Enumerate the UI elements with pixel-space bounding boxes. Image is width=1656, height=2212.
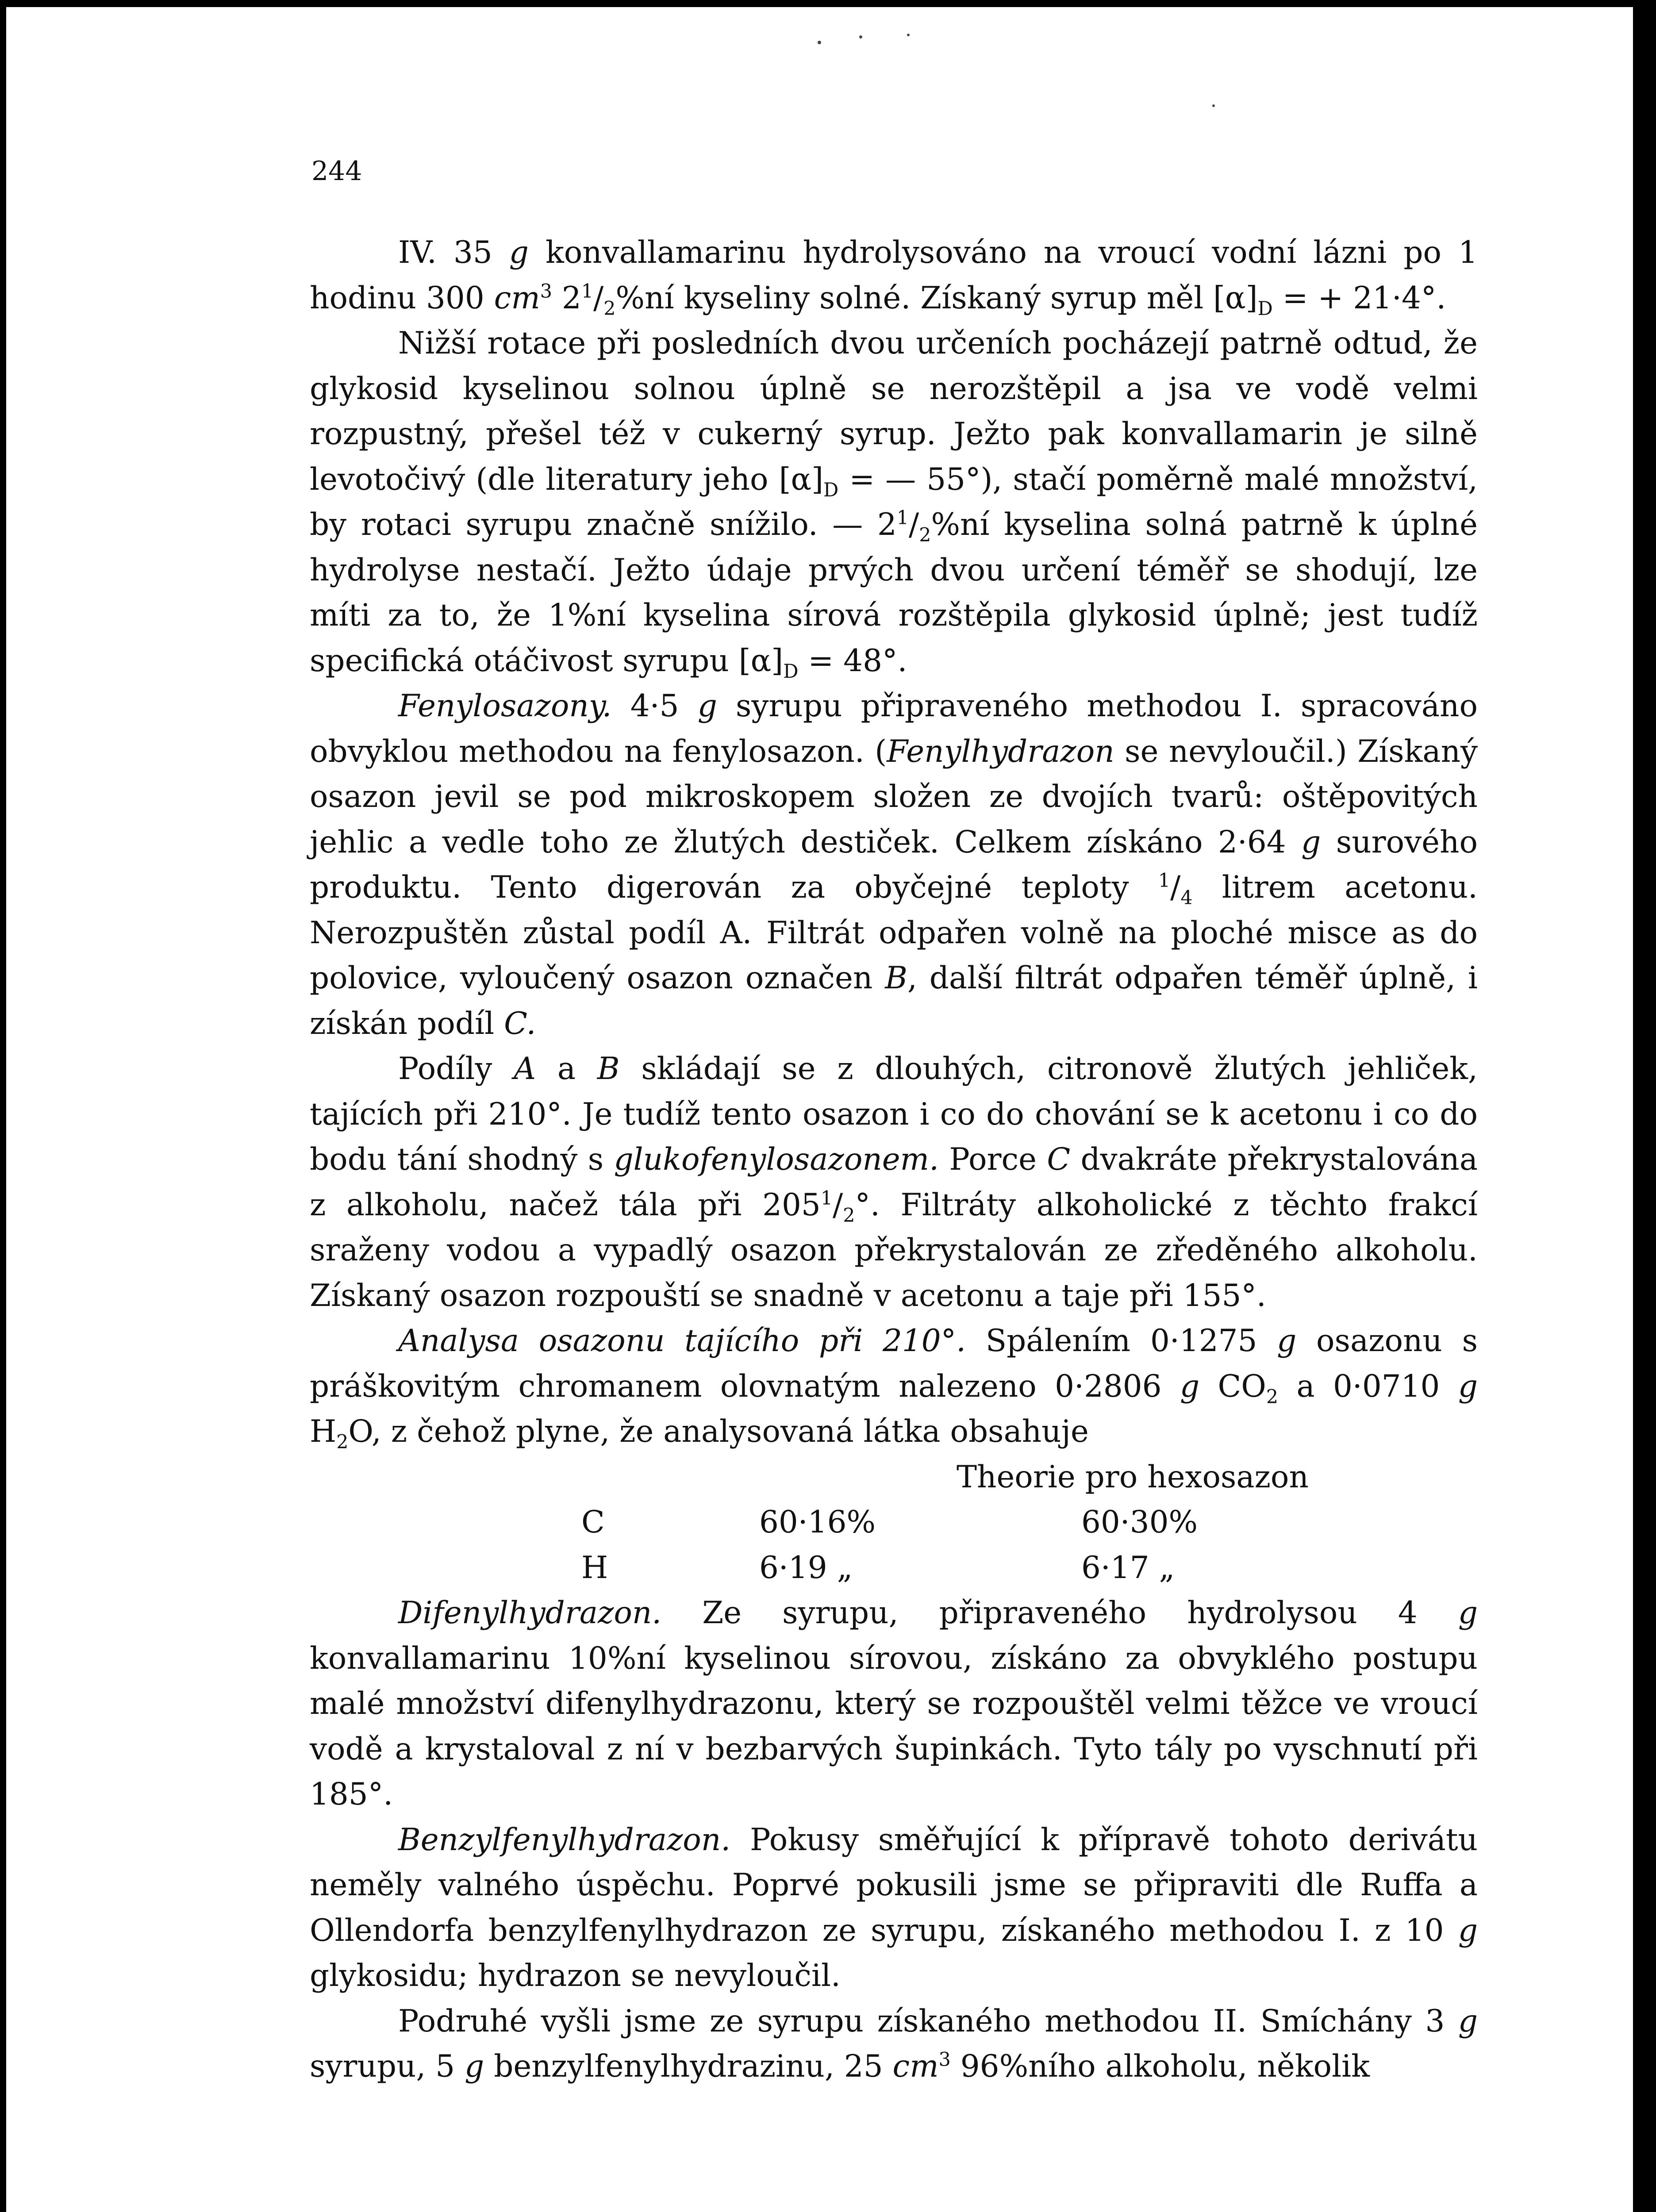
- element-cell: C: [581, 1505, 605, 1540]
- theory-cell: 60·30%: [1081, 1505, 1198, 1540]
- text-run: g: [509, 235, 529, 270]
- scan-speck: [859, 35, 862, 38]
- page-number: 244: [311, 156, 362, 187]
- paragraph: [310, 684, 1478, 1046]
- paragraphs-after-table: [310, 1590, 1478, 2089]
- text-run: Analysa osazonu tajícího při 210°.: [398, 1323, 966, 1359]
- body-text: [310, 230, 1478, 2089]
- text-run: cm: [892, 2049, 939, 2084]
- text-run: , další filtrát odpařen téměř úplně, i získán podíl: [310, 960, 1478, 1041]
- text-run: g: [1458, 1368, 1478, 1404]
- text-run: glykosidu; hydrazon se nevyloučil.: [310, 1958, 841, 1993]
- text-run: g: [1277, 1323, 1297, 1359]
- paragraph: [310, 1318, 1478, 1455]
- text-run: dvakráte překrystalována z alkoholu, načež tála při 205: [310, 1142, 1478, 1223]
- text-run: 3: [938, 2049, 951, 2071]
- text-run: Spálením 0·1275: [966, 1323, 1277, 1359]
- text-run: g: [1180, 1368, 1200, 1404]
- text-run: H: [310, 1414, 337, 1449]
- text-run: D: [823, 479, 839, 501]
- table-header-row: [310, 1455, 1478, 1500]
- found-cell: 60·16%: [759, 1505, 876, 1540]
- text-run: Fenylhydrazon: [887, 733, 1114, 769]
- text-run: %ní kyselina solná patrně k úplné hydrolyse nestačí. Ježto údaje prvých dvou určení téměř se shodují, lze míti za to, že 1%ní kyselina sírová rozštěpila glykosid úplně; jest tudíž specifická otáčivost syrupu [α]: [310, 507, 1478, 679]
- text-run: 2: [552, 280, 581, 316]
- text-run: glukofenylosazonem.: [614, 1142, 939, 1177]
- text-run: skládají se z dlouhých, citronově žlutých jehliček, tajících při 210°. Je tudíž tento osazon i co do chování se k acetonu i co do bodu tání shodný s: [310, 1051, 1478, 1177]
- text-run: Fenylosazony.: [398, 688, 612, 724]
- text-run: benzylfenylhydrazinu, 25: [484, 2049, 893, 2084]
- text-run: 2: [919, 524, 931, 546]
- text-run: g: [465, 2049, 484, 2084]
- text-run: cm: [494, 280, 540, 316]
- found-cell: 6·19 „: [759, 1550, 853, 1586]
- paragraphs-before-table: [310, 230, 1478, 1455]
- text-run: B: [597, 1051, 620, 1087]
- text-run: /: [1170, 870, 1181, 905]
- text-run: a 0·0710: [1278, 1368, 1458, 1404]
- text-run: C: [1047, 1142, 1071, 1177]
- text-run: 4: [1180, 887, 1193, 909]
- text-run: surového produktu. Tento digerován za obyčejné teploty: [310, 824, 1478, 905]
- text-run: 2: [843, 1204, 855, 1227]
- text-run: O, z čehož plyne, že analysovaná látka obsahuje: [348, 1414, 1089, 1449]
- text-run: C.: [504, 1006, 536, 1041]
- analysis-table: [310, 1455, 1478, 1591]
- paragraph: [310, 1590, 1478, 1817]
- theory-cell: 6·17 „: [1081, 1550, 1175, 1586]
- text-run: 2: [336, 1431, 349, 1453]
- text-run: konvallamarinu hydrolysováno na vroucí vodní lázni po 1 hodinu 300: [310, 235, 1478, 316]
- text-run: Pokusy směřující k přípravě tohoto derivátu neměly valného úspěchu. Poprvé pokusili jsme se připraviti dle Ruffa a Ollendorfa benzylfenylhydrazon ze syrupu, získaného methodou I. z 10: [310, 1822, 1478, 1948]
- text-run: = — 55°), stačí poměrně malé množství, by rotaci syrupu značně snížilo. — 2: [310, 461, 1478, 542]
- text-run: g: [697, 688, 717, 724]
- text-run: syrupu, 5: [310, 2049, 465, 2084]
- text-run: Nižší rotace při posledních dvou určeních pocházejí patrně odtud, že glykosid kyselinou solnou úplně se nerozštěpil a jsa ve vodě velmi rozpustný, přešel též v cukerný syrup. Ježto pak konvallamarin je silně levotočivý (dle literatury jeho [α]: [310, 326, 1478, 497]
- text-run: g: [1458, 1912, 1478, 1948]
- text-run: 1: [820, 1187, 833, 1210]
- text-run: /: [833, 1187, 843, 1223]
- text-run: IV. 35: [398, 235, 509, 270]
- text-run: 3: [540, 280, 552, 303]
- text-run: g: [1458, 2003, 1478, 2039]
- text-run: Ze syrupu, připraveného hydrolysou 4: [661, 1595, 1458, 1631]
- text-run: °. Filtráty alkoholické z těchto frakcí sraženy vodou a vypadlý osazon překrystalován ze zředěného alkoholu. Získaný osazon rozpouští se snadně v acetonu a taje při 155°.: [310, 1187, 1478, 1313]
- scan-speck: [1212, 104, 1215, 107]
- table-row: [310, 1545, 1478, 1591]
- text-run: osazonu s práškovitým chromanem olovnatým nalezeno 0·2806: [310, 1323, 1478, 1404]
- scan-speck: [907, 34, 910, 36]
- text-run: 1: [896, 507, 909, 529]
- paragraph: [310, 321, 1478, 684]
- text-run: 4·5: [611, 688, 698, 724]
- text-run: D: [1257, 297, 1273, 320]
- text-run: B: [885, 960, 907, 996]
- text-run: Porce: [939, 1142, 1047, 1177]
- text-run: se nevyloučil.) Získaný osazon jevil se pod mikroskopem složen ze dvojích tvarů: oštěpovitých jehlic a vedle toho ze žlutých destiček. Celkem získáno 2·64: [310, 733, 1478, 860]
- element-cell: H: [581, 1550, 608, 1586]
- table-row: [310, 1500, 1478, 1545]
- text-run: 1: [1158, 870, 1171, 892]
- text-run: %ní kyseliny solné. Získaný syrup měl [α]: [615, 280, 1258, 316]
- text-run: a: [536, 1051, 597, 1087]
- paragraph: [310, 230, 1478, 321]
- text-run: konvallamarinu 10%ní kyselinou sírovou, získáno za obvyklého postupu malé množství difenylhydrazonu, který se rozpouštěl velmi těžce ve vroucí vodě a krystaloval z ní v bezbarvých šupinkách. Tyto tály po vyschnutí při 185°.: [310, 1640, 1478, 1812]
- text-run: g: [1301, 824, 1321, 860]
- text-run: syrupu připraveného methodou I. spracováno obvyklou methodou na fenylosazon. (: [310, 688, 1478, 769]
- scan-speck: [818, 41, 821, 44]
- text-run: Podruhé vyšli jsme ze syrupu získaného methodou II. Smíchány 3: [398, 2003, 1458, 2039]
- text-run: /: [593, 280, 604, 316]
- paragraph: [310, 1817, 1478, 1999]
- text-run: Benzylfenylhydrazon.: [398, 1822, 731, 1858]
- text-run: Podíly: [398, 1051, 514, 1087]
- paragraph: [310, 1046, 1478, 1318]
- theory-header: Theorie pro hexosazon: [957, 1459, 1309, 1495]
- text-run: D: [783, 660, 799, 683]
- text-run: 96%ního alkoholu, několik: [950, 2049, 1370, 2084]
- text-run: Difenylhydrazon.: [398, 1595, 662, 1631]
- text-run: CO: [1199, 1368, 1266, 1404]
- text-run: = + 21·4°.: [1272, 280, 1446, 316]
- paragraph: [310, 1999, 1478, 2089]
- text-run: g: [1458, 1595, 1478, 1631]
- text-run: /: [909, 507, 919, 542]
- text-run: 2: [1266, 1386, 1279, 1408]
- text-run: = 48°.: [798, 643, 907, 679]
- text-run: litrem acetonu. Nerozpuštěn zůstal podíl A. Filtrát odpařen volně na ploché misce as do polovice, vyloučený osazon označen: [310, 870, 1478, 996]
- text-run: 1: [581, 280, 594, 303]
- text-run: 2: [603, 297, 616, 320]
- text-run: A: [514, 1051, 536, 1087]
